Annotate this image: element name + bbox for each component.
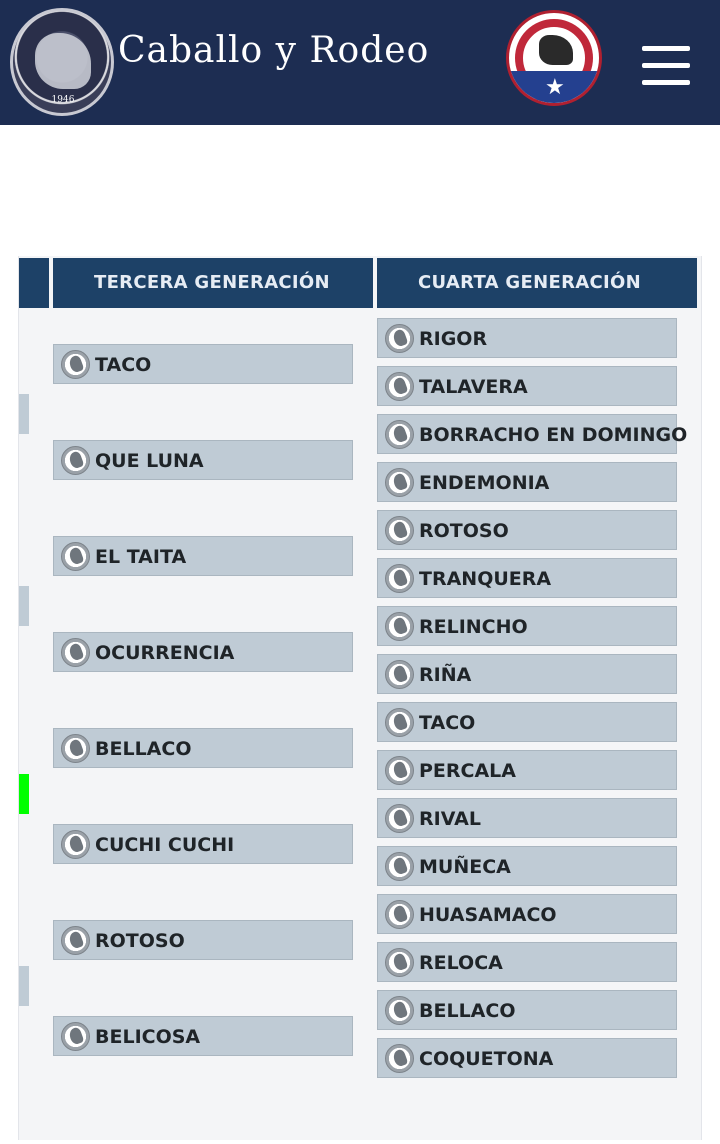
previous-column-entry[interactable] xyxy=(19,966,29,1006)
third-generation-entry[interactable] xyxy=(53,728,353,768)
horse-head-icon xyxy=(385,756,414,785)
horse-name: RELOCA xyxy=(419,952,503,974)
rodeo-federation-logo[interactable] xyxy=(506,10,602,106)
horse-name: OCURRENCIA xyxy=(95,642,235,664)
horse-name: QUE LUNA xyxy=(95,450,204,472)
fourth-generation-entry[interactable] xyxy=(377,366,677,406)
column-header-third-generation xyxy=(53,258,373,308)
fourth-generation-entry[interactable] xyxy=(377,558,677,598)
horse-head-icon xyxy=(61,830,90,859)
horse-head-icon xyxy=(385,564,414,593)
horse-head-icon xyxy=(61,734,90,763)
federation-logo[interactable] xyxy=(10,8,114,116)
fourth-generation-entry[interactable] xyxy=(377,846,677,886)
horse-head-emblem-icon xyxy=(35,33,91,89)
horse-name: TACO xyxy=(95,354,152,376)
fourth-generation-entry[interactable] xyxy=(377,750,677,790)
horse-name: EL TAITA xyxy=(95,546,187,568)
menu-button[interactable] xyxy=(642,44,690,86)
star-icon: ★ xyxy=(545,75,565,100)
fourth-generation-entry[interactable] xyxy=(377,318,677,358)
horse-name: ENDEMONIA xyxy=(419,472,550,494)
horse-head-icon xyxy=(385,852,414,881)
fourth-generation-entry[interactable] xyxy=(377,462,677,502)
third-generation-entry[interactable] xyxy=(53,824,353,864)
horse-name: BORRACHO EN DOMINGO xyxy=(419,424,688,446)
previous-column-header xyxy=(19,258,49,308)
third-generation-entry[interactable] xyxy=(53,344,353,384)
horse-name: ROTOSO xyxy=(419,520,509,542)
site-header xyxy=(0,0,720,125)
fourth-generation-entry[interactable] xyxy=(377,942,677,982)
horse-head-icon xyxy=(61,638,90,667)
horse-head-icon xyxy=(385,516,414,545)
horse-head-icon xyxy=(385,612,414,641)
third-generation-entry[interactable] xyxy=(53,1016,353,1056)
third-generation-entry[interactable] xyxy=(53,632,353,672)
horse-head-icon xyxy=(385,900,414,929)
horse-name: MUÑECA xyxy=(419,856,511,878)
horse-head-icon xyxy=(385,660,414,689)
pedigree-tree xyxy=(18,256,702,1140)
previous-column-entry[interactable] xyxy=(19,394,29,434)
horse-name: PERCALA xyxy=(419,760,516,782)
third-generation-entry[interactable] xyxy=(53,536,353,576)
fourth-generation-entry[interactable] xyxy=(377,654,677,694)
horse-head-icon xyxy=(385,324,414,353)
horse-name: BELICOSA xyxy=(95,1026,201,1048)
horse-head-icon xyxy=(385,804,414,833)
site-title[interactable]: Caballo y Rodeo xyxy=(118,30,430,71)
column-header-label: CUARTA GENERACIÓN xyxy=(418,272,641,293)
horse-head-icon xyxy=(385,948,414,977)
horse-name: CUCHI CUCHI xyxy=(95,834,235,856)
horse-head-icon xyxy=(385,372,414,401)
horse-head-icon xyxy=(385,996,414,1025)
fourth-generation-entry[interactable] xyxy=(377,894,677,934)
fourth-generation-entry[interactable] xyxy=(377,606,677,646)
fourth-generation-entry[interactable] xyxy=(377,1038,677,1078)
previous-column-entry-highlighted[interactable] xyxy=(19,774,29,814)
horse-head-icon xyxy=(61,926,90,955)
third-generation-entry[interactable] xyxy=(53,440,353,480)
horse-head-icon xyxy=(385,708,414,737)
horse-name: COQUETONA xyxy=(419,1048,554,1070)
horse-name: HUASAMACO xyxy=(419,904,557,926)
horse-head-icon xyxy=(385,468,414,497)
horse-head-icon xyxy=(61,542,90,571)
horse-name: TACO xyxy=(419,712,476,734)
fourth-generation-entry[interactable] xyxy=(377,798,677,838)
fourth-generation-entry[interactable] xyxy=(377,414,688,454)
horse-name: TRANQUERA xyxy=(419,568,552,590)
horse-head-icon xyxy=(385,420,414,449)
horse-name: RELINCHO xyxy=(419,616,528,638)
horse-head-icon xyxy=(61,446,90,475)
fourth-generation-entry[interactable] xyxy=(377,990,677,1030)
fourth-generation-entry[interactable] xyxy=(377,702,677,742)
horse-name: BELLACO xyxy=(95,738,192,760)
horse-name: RIVAL xyxy=(419,808,481,830)
column-header-label: TERCERA GENERACIÓN xyxy=(94,272,330,293)
horse-name: BELLACO xyxy=(419,1000,516,1022)
third-generation-entry[interactable] xyxy=(53,920,353,960)
hamburger-menu-icon xyxy=(642,46,690,51)
logo-year: 1946 xyxy=(51,95,75,105)
horse-name: TALAVERA xyxy=(419,376,528,398)
horse-head-icon xyxy=(385,1044,414,1073)
horse-head-icon xyxy=(61,1022,90,1051)
fourth-generation-entry[interactable] xyxy=(377,510,677,550)
column-header-fourth-generation xyxy=(377,258,697,308)
horse-head-icon xyxy=(61,350,90,379)
horse-name: RIGOR xyxy=(419,328,488,350)
horse-name: RIÑA xyxy=(419,664,472,686)
horse-name: ROTOSO xyxy=(95,930,185,952)
previous-column-entry[interactable] xyxy=(19,586,29,626)
